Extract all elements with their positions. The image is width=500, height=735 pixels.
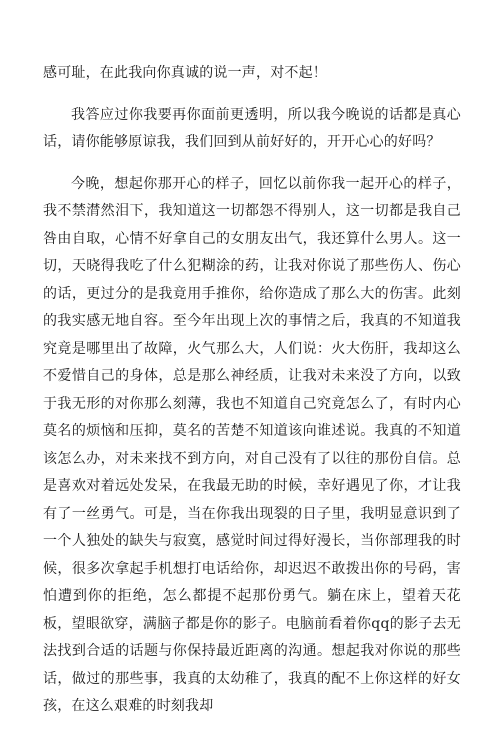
paragraph-apology-end: 感可耻，在此我向你真诚的说一声，对不起！ bbox=[43, 65, 327, 81]
paragraph-reflection: 今晚，想起你那开心的样子，回忆以前你我一起开心的样子，我不禁潸然泪下，我知道这一切都怨不得别人，这一切都是我自己咎由自取，心情不好拿自己的女朋友出气，我还算什么男人。这一切，天晓得我吃了什么犯糊涂的药，让我对你说了那些伤人、伤心的话，更过分的是我竟用手推你，给你造成了那么大的伤害。此刻的我实感无地自容。至今年出现上次的事情之后，我真的不知道我究竟是哪里出了故障，火气那么大，人们说：火大伤肝，我却这么不爱惜自己的身体，总是那么神经质，让我对未来没了方向，以致于我无形的对你那么刻薄，我也不知道自己究竟怎么了，有时内心莫名的烦恼和压抑，莫名的苦楚不知道该向谁述说。我真的不知道该怎么办，对未来找不到方向，对自己没有了以往的那份自信。总是喜欢对着远处发呆，在我最无助的时候，幸好遇见了你，才让我有了一丝勇气。可是，当在你我出现裂的日子里，我明显意识到了一个人独处的缺失与寂寞，感觉时间过得好漫长，当你部理我的时候，很多次拿起手机想打电话给你，却迟迟不敢拨出你的号码，害怕遭到你的拒绝，怎么都提不起那份勇气。躺在床上，望着天花板，望眼欲穿，满脑子都是你的影子。电脑前看着你qq的影子去无法找到合适的话题与你保持最近距离的沟通。想起我对你说的那些话，做过的那些事，我真的太幼稚了，我真的配不上你这样的好女孩，在这么艰难的时刻我却 bbox=[43, 175, 461, 714]
document-body bbox=[43, 60, 461, 735]
paragraph-forgiveness-request: 我答应过你我要再你面前更透明，所以我今晚说的话都是真心话，请你能够原谅我，我们回到从前好好的，开开心心的好吗？ bbox=[43, 106, 461, 150]
